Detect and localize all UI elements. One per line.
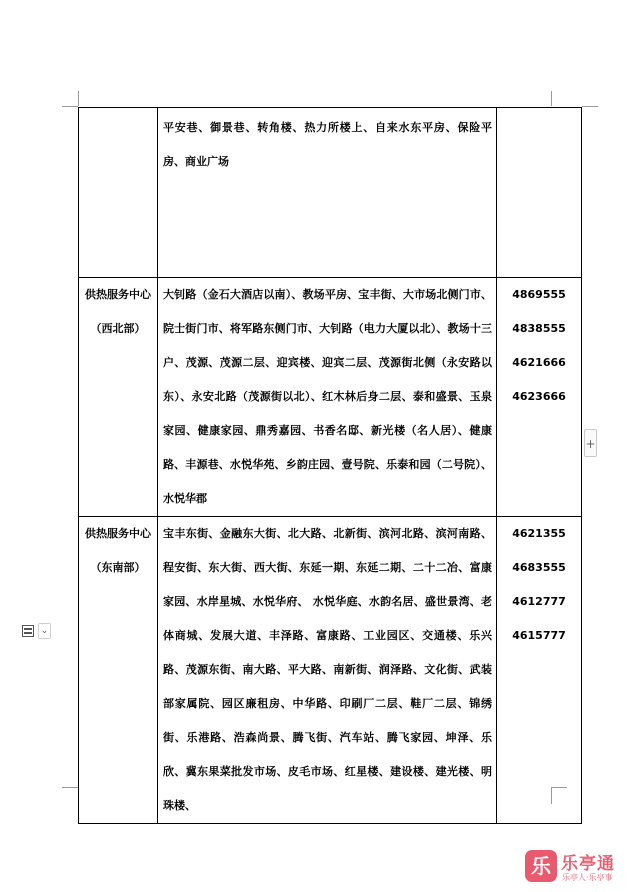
service-area-cell <box>158 517 497 824</box>
logo-badge-icon: 乐 <box>525 850 557 882</box>
service-center-name: 供热服务中心 <box>85 527 151 540</box>
service-area-list: 宝丰东街、金融东大街、北大路、北新街、滨河北路、滨河南路、程安街、东大街、西大街、东延一期、东延二期、二十二冶、富康家园、水岸星城、水悦华府、 水悦华庭、水韵名居、盛世景湾、老体商城、发展大道、丰泽路、富康路、工业园区、交通楼、乐兴路、茂源东街、南大路、平大路、南新街、润泽路、文化街、武装部家属院、园区廉租房、中华路、印刷厂二层、鞋厂二层、锦绣街、乐港路、浩森尚景、腾飞街、汽车站、腾飞家园、坤泽、乐欣、冀东果菜批发市场、皮毛市场、红星楼、建设楼、建光楼、明珠楼、 <box>163 527 492 812</box>
phone-cell <box>497 278 582 517</box>
phone-number: 4621355 <box>512 527 566 540</box>
phone-number: 4612777 <box>512 595 566 608</box>
phone-number: 4623666 <box>512 390 566 403</box>
watermark-logo <box>525 848 625 886</box>
phone-cell <box>497 108 582 278</box>
service-area-list: 大钊路（金石大酒店以南）、教场平房、宝丰街、大市场北侧门市、院士街门市、将军路东侧门市、大钊路（电力大厦以北）、教场十三户、茂源、茂源二层、迎宾楼、迎宾二层、茂源街北侧（永安路以东）、永安北路（茂源街以北）、红木林后身二层、泰和盛景、玉泉家园、健康家园、鼎秀嘉园、书香名邸、新光楼（名人居）、健康路、丰源巷、水悦华苑、乡韵庄园、壹号院、乐泰和园（二号院）、水悦华郡 <box>163 288 492 505</box>
service-area-cell <box>158 278 497 517</box>
service-center-cell <box>79 278 158 517</box>
phone-number: 4838555 <box>512 322 566 335</box>
add-column-button[interactable] <box>584 429 597 457</box>
chevron-down-icon[interactable]: ⌄ <box>38 623 51 639</box>
layout-options-control[interactable] <box>22 621 60 641</box>
logo-name: 乐亭通 <box>561 854 615 874</box>
service-center-region: （西北部） <box>90 322 146 335</box>
crop-mark-top-right-h <box>582 106 598 107</box>
service-area-list: 平安巷、御景巷、转角楼、热力所楼上、自来水东平房、保险平房、商业广场 <box>163 121 492 168</box>
service-center-region: （东南部） <box>90 561 146 574</box>
phone-number: 4621666 <box>512 356 566 369</box>
phone-number: 4615777 <box>512 629 566 642</box>
crop-mark-top-left-h <box>62 106 78 107</box>
table-row <box>79 108 582 278</box>
logo-slogan: 乐亭人·乐亭事 <box>562 873 613 882</box>
heating-service-table <box>78 107 582 824</box>
crop-mark-bottom-left-h <box>62 787 78 788</box>
phone-cell <box>497 517 582 824</box>
service-area-cell <box>158 108 497 278</box>
service-center-cell <box>79 517 158 824</box>
service-center-cell <box>79 108 158 278</box>
table-row <box>79 517 582 824</box>
crop-mark-top-right-v <box>551 91 552 106</box>
service-center-name: 供热服务中心 <box>85 288 151 301</box>
phone-number: 4869555 <box>512 288 566 301</box>
phone-number: 4683555 <box>512 561 566 574</box>
layout-options-icon[interactable] <box>22 625 34 637</box>
crop-mark-top-left-v <box>78 91 79 106</box>
table-row <box>79 278 582 517</box>
plus-icon: + <box>585 437 596 451</box>
